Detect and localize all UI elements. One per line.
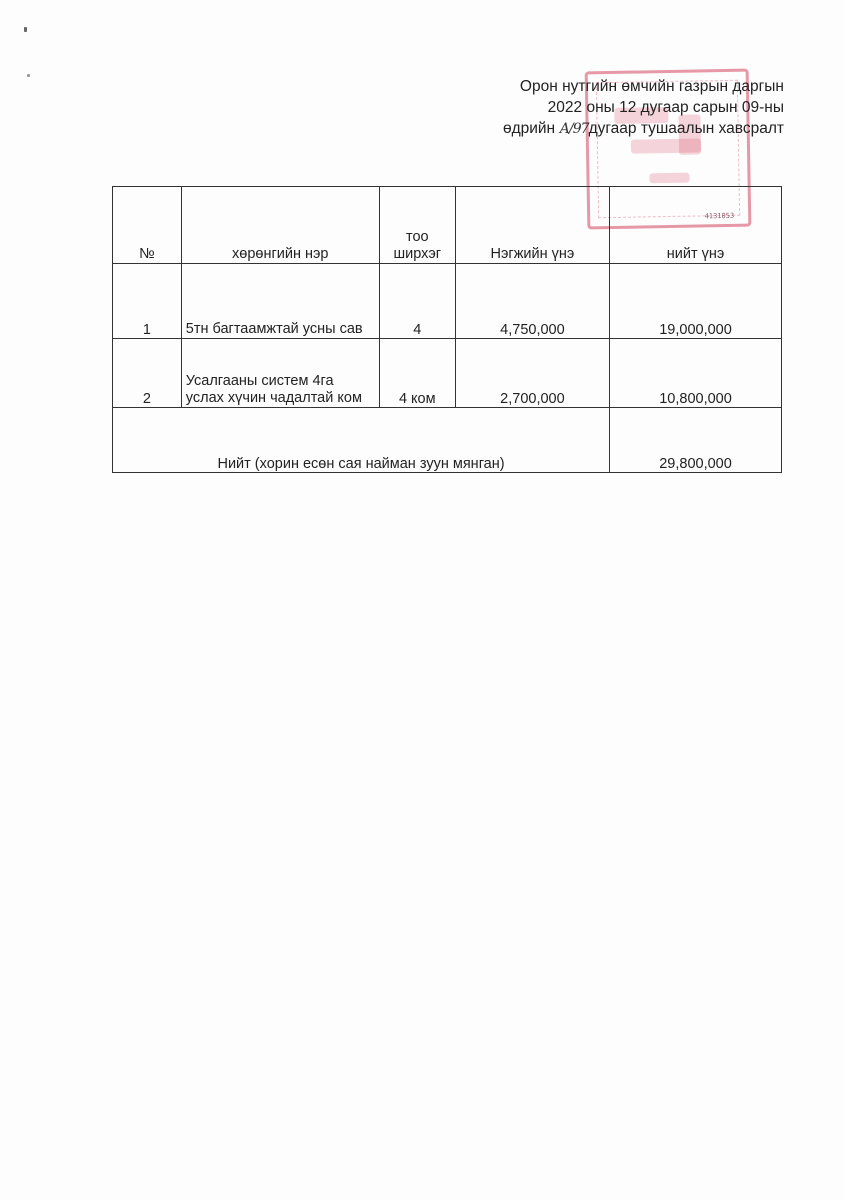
row-number: 1 [113, 264, 182, 339]
asset-name: Усалгааны систем 4га услах хүчин чадалтай ком [181, 339, 379, 408]
header-line-1: Орон нутгийн өмчийн газрын даргын [519, 78, 784, 95]
stamp-mark [631, 138, 701, 153]
grand-total: 29,800,000 [610, 408, 782, 473]
header-line-3-suffix: дугаар тушаалын хавсралт [588, 120, 784, 137]
stamp-mark [649, 173, 689, 184]
asset-name: 5тн багтаамжтай усны сав [181, 264, 379, 339]
table-row [113, 264, 782, 339]
document-header [384, 76, 784, 140]
row-number: 2 [113, 339, 182, 408]
column-header-number: № [113, 187, 182, 264]
header-line-2: 2022 оны 12 дугаар сарын 09-ны [547, 99, 784, 116]
header-line-3-prefix: өдрийн [502, 120, 556, 137]
assets-table [112, 186, 782, 473]
table-row [113, 339, 782, 408]
unit-price: 4,750,000 [455, 264, 609, 339]
column-header-total-price: нийт үнэ [610, 187, 782, 264]
total-price: 10,800,000 [610, 339, 782, 408]
total-label: Нийт (хорин есөн сая найман зуун мянган) [113, 408, 610, 473]
scan-speck [24, 27, 27, 32]
scan-speck [27, 74, 30, 77]
quantity: 4 ком [379, 339, 455, 408]
column-header-asset-name: хөрөнгийн нэр [181, 187, 379, 264]
handwritten-order-number: А/97 [559, 121, 589, 137]
column-header-unit-price: Нэгжийн үнэ [455, 187, 609, 264]
table-total-row [113, 408, 782, 473]
unit-price: 2,700,000 [455, 339, 609, 408]
column-header-quantity: тоо ширхэг [379, 187, 455, 264]
header-line-3 [384, 118, 784, 140]
stamp-number: 4131053 [704, 211, 735, 221]
quantity: 4 [379, 264, 455, 339]
total-price: 19,000,000 [610, 264, 782, 339]
table-header-row [113, 187, 782, 264]
